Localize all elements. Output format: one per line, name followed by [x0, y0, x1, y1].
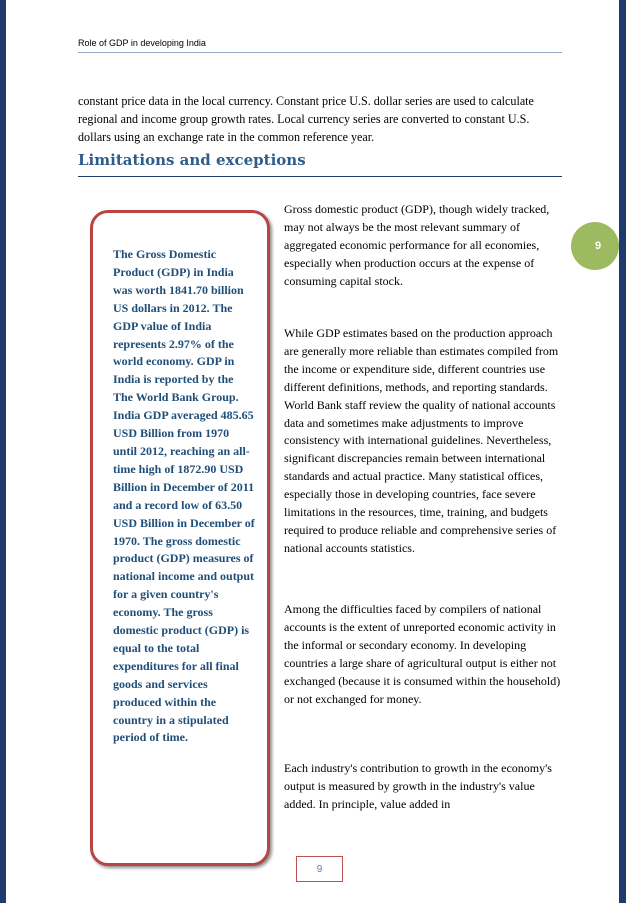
right-page-edge [619, 0, 626, 903]
page-number-badge-label: 9 [594, 240, 602, 252]
footer-page-number-label: 9 [316, 863, 323, 875]
footer-page-number [296, 856, 343, 882]
running-header: Role of GDP in developing India [78, 38, 206, 48]
body-paragraph: Gross domestic product (GDP), though widely tracked, may not always be the most relevant summary of aggregated economic performance for all economies, especially when production occurs at the expense of consuming capital stock. [284, 202, 550, 288]
intro-paragraph: constant price data in the local currency. Constant price U.S. dollar series are used to calculate regional and income group growth rates. Local currency series are converted to constant U.S. dollars using an exchange rate in the common reference year. [78, 94, 534, 144]
header-divider [78, 52, 562, 53]
body-paragraph: While GDP estimates based on the production approach are generally more reliable than estimates compiled from the income or expenditure side, different countries use different definitions, methods, and reporting standards. World Bank staff review the quality of national accounts data and sometimes make adjustments to improve consistency with international guidelines. Nevertheless, significant discrepancies remain between international standards and actual practice. Many statistical offices, especially those in developing countries, face severe limitations in the resources, time, training, and budgets required to produce reliable and comprehensive series of national accounts statistics. [284, 326, 559, 555]
body-paragraph: Among the difficulties faced by compilers of national accounts is the extent of unreported economic activity in the informal or secondary economy. In developing countries a large share of agricultural output is either not exchanged (because it is consumed within the household) or not exchanged for money. [284, 602, 561, 706]
left-page-edge [0, 0, 6, 903]
page-number-badge [571, 222, 619, 270]
section-title: Limitations and exceptions [78, 151, 306, 169]
body-paragraph: Each industry's contribution to growth in the economy's output is measured by growth in the industry's value added. In principle, value added in [284, 761, 552, 811]
section-divider [78, 176, 562, 177]
sidebar-callout-text: The Gross Domestic Product (GDP) in India was worth 1841.70 billion US dollars in 2012. The GDP value of India represents 2.97% of the world economy. GDP in India is reported by the The World Bank Group. India GDP averaged 485.65 USD Billion from 1970 until 2012, reaching an all-time high of 1872.90 USD Billion in December of 2011 and a record low of 63.50 USD Billion in December of 1970. The gross domestic product (GDP) measures of national income and output for a given country's economy. The gross domestic product (GDP) is equal to the total expenditures for all final goods and services produced within the country in a stipulated period of time. [113, 247, 255, 745]
